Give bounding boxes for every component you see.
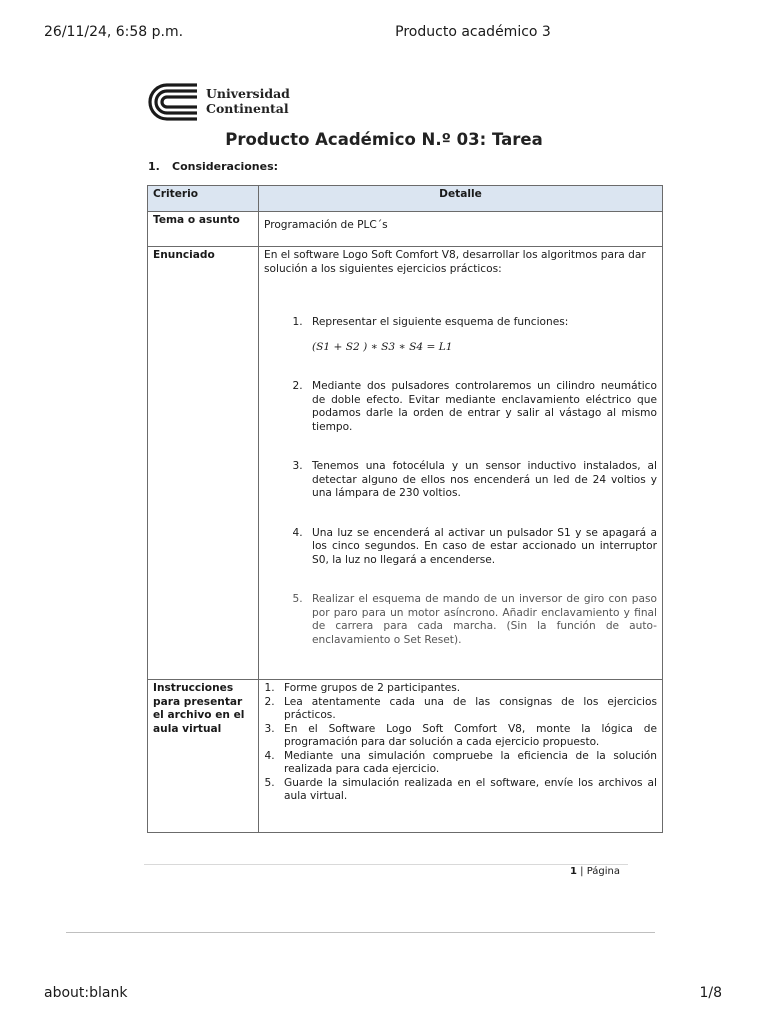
print-page-title: Producto académico 3 <box>395 24 551 40</box>
exercise-text: 1. Representar el siguiente esquema de funciones: <box>312 316 569 328</box>
table-header-row <box>148 186 663 212</box>
exercise-item: 2. Mediante dos pulsadores controlaremos un cilindro neumático de doble efecto. Evitar mediante enclavamiento eléctrico que podamos darle la orden de entrar y salir al vástago al mismo tiempo. <box>306 380 657 434</box>
header-detalle: Detalle <box>259 186 663 212</box>
print-url: about:blank <box>44 985 128 1001</box>
instruction-item: 3. En el Software Logo Soft Comfort V8, monte la lógica de programación para dar solución a cada ejercicio propuesto. <box>278 723 657 750</box>
enunciado-intro: En el software Logo Soft Comfort V8, desarrollar los algoritmos para dar solución a los siguientes ejercicios prácticos: <box>264 249 646 275</box>
document-title: Producto Académico N.º 03: Tarea <box>225 130 543 149</box>
print-datetime: 26/11/24, 6:58 p.m. <box>44 24 184 40</box>
exercise-item: 5. Realizar el esquema de mando de un inversor de giro con paso por paro para un motor asíncrono. Añadir enclavamiento y final de carrera para cada marcha. (Sin la función de auto-enclavamiento o Set Reset). <box>306 593 657 647</box>
logo-text <box>206 86 290 116</box>
section-title: Consideraciones: <box>172 160 279 173</box>
instruction-list <box>264 682 657 804</box>
page-word: Página <box>586 866 621 877</box>
instruction-item: 1. Forme grupos de 2 participantes. <box>278 682 657 696</box>
page-bottom-rule <box>66 932 655 933</box>
tema-value: Programación de PLC´s <box>259 212 663 247</box>
page-number: 1 <box>570 866 577 877</box>
instruction-item: 2. Lea atentamente cada una de las consignas de los ejercicios prácticos. <box>278 696 657 723</box>
logo-line-1: Universidad <box>206 86 290 101</box>
instruction-item: 5. Guarde la simulación realizada en el software, envíe los archivos al aula virtual. <box>278 777 657 804</box>
table-row-tema <box>148 212 663 247</box>
exercise-list <box>264 316 657 647</box>
table-row-instrucciones <box>148 680 663 833</box>
exercise-item <box>306 316 657 354</box>
instruction-item: 4. Mediante una simulación compruebe la eficiencia de la solución realizada para cada ejercicio. <box>278 750 657 777</box>
function-formula: (S1 + S2 ) ∗ S3 ∗ S4 = L1 <box>312 340 453 353</box>
university-logo <box>147 82 297 122</box>
section-heading <box>148 160 278 173</box>
instrucciones-content <box>259 680 663 833</box>
header-criterio: Criterio <box>148 186 259 212</box>
tema-label: Tema o asunto <box>148 212 259 247</box>
logo-line-2: Continental <box>206 101 289 116</box>
enunciado-label: Enunciado <box>148 247 259 680</box>
page-separator: | <box>576 866 587 877</box>
page-number-label <box>570 866 620 877</box>
considerations-table <box>147 185 663 833</box>
exercise-item: 4. Una luz se encenderá al activar un pulsador S1 y se apagará a los cinco segundos. En caso de estar accionado un interruptor S0, la luz no llegará a encenderse. <box>306 527 657 568</box>
universidad-continental-logo-icon <box>147 82 199 122</box>
page-footer-divider <box>144 864 628 865</box>
exercise-item: 3. Tenemos una fotocélula y un sensor inductivo instalados, al detectar alguno de ellos nos encenderá un led de 24 voltios y una lámpara de 230 voltios. <box>306 460 657 501</box>
table-row-enunciado <box>148 247 663 680</box>
enunciado-content <box>259 247 663 680</box>
print-page-count: 1/8 <box>699 985 722 1001</box>
instrucciones-label: Instrucciones para presentar el archivo en el aula virtual <box>148 680 259 833</box>
section-number: 1. <box>148 160 160 173</box>
